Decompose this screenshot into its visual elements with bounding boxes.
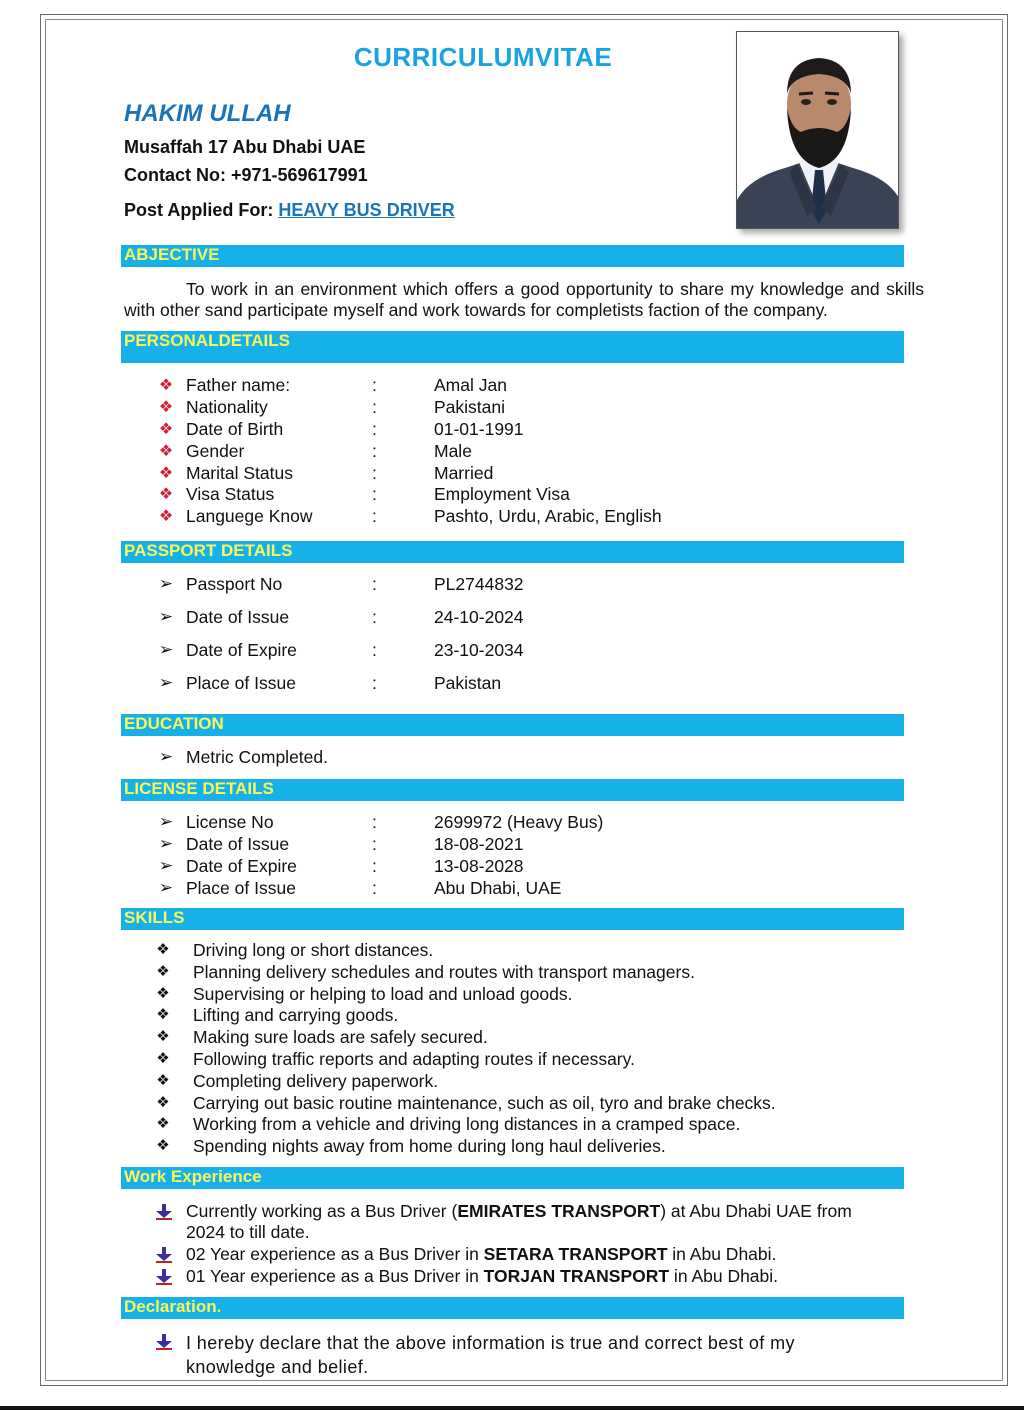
diamond-bullet-icon: ❖: [158, 486, 174, 503]
diamond-bullet-icon: ❖: [158, 399, 174, 416]
detail-colon: :: [372, 607, 377, 627]
detail-label: Place of Issue: [186, 673, 296, 693]
post-applied: [124, 200, 455, 221]
skill-text: Spending nights away from home during long haul deliveries.: [193, 1136, 666, 1157]
skill-item: [0, 962, 1024, 984]
section-header-license-details: LICENSE DETAILS: [121, 779, 904, 801]
work-company: SETARA TRANSPORT: [483, 1244, 668, 1264]
skill-text: Making sure loads are safely secured.: [193, 1027, 488, 1048]
detail-label: Place of Issue: [186, 878, 296, 898]
detail-colon: :: [372, 484, 377, 504]
section-header-work-experience: Work Experience: [121, 1167, 904, 1189]
diamond-bullet-icon: ❖: [158, 465, 174, 482]
detail-row: [0, 463, 1024, 485]
contact-number: +971-569617991: [231, 165, 368, 185]
detail-label: Father name:: [186, 375, 291, 395]
detail-row: [0, 375, 1024, 397]
skill-item: [0, 1136, 1024, 1158]
diamond-bullet-icon: ❖: [158, 421, 174, 438]
detail-label: Gender: [186, 441, 245, 461]
detail-value: Amal Jan: [434, 375, 507, 395]
down-arrow-bullet-icon: [154, 1333, 174, 1351]
detail-colon: :: [372, 419, 377, 439]
detail-value: Pashto, Urdu, Arabic, English: [434, 506, 662, 526]
diamond-bullet-icon: ❖: [158, 443, 174, 460]
post-label: Post Applied For:: [124, 200, 279, 220]
candidate-contact: [124, 165, 368, 186]
diamond-bullet-icon: ❖: [156, 1115, 170, 1133]
skill-item: [0, 1005, 1024, 1027]
skill-text: Supervising or helping to load and unload goods.: [193, 983, 573, 1004]
detail-row: [0, 397, 1024, 419]
detail-row: [0, 419, 1024, 441]
skill-text: Completing delivery paperwork.: [193, 1070, 439, 1091]
candidate-address: Musaffah 17 Abu Dhabi UAE: [124, 137, 366, 157]
detail-colon: :: [372, 640, 377, 660]
arrow-bullet-icon: ➢: [158, 856, 174, 875]
work-text-pre: 01 Year experience as a Bus Driver in: [186, 1266, 484, 1286]
skill-text: Carrying out basic routine maintenance, such as oil, tyro and brake checks.: [193, 1092, 776, 1113]
skill-item: [0, 940, 1024, 962]
detail-colon: :: [372, 375, 377, 395]
arrow-bullet-icon: ➢: [158, 834, 174, 853]
education-item: [0, 747, 1024, 769]
work-text-post: in Abu Dhabi.: [669, 1266, 779, 1286]
section-header-passport-details: PASSPORT DETAILS: [121, 541, 904, 563]
diamond-bullet-icon: ❖: [156, 1071, 170, 1089]
diamond-bullet-icon: ❖: [156, 1028, 170, 1046]
detail-colon: :: [372, 574, 377, 594]
detail-colon: :: [372, 673, 377, 693]
detail-row: [0, 441, 1024, 463]
skill-text: Lifting and carrying goods.: [193, 1005, 399, 1026]
detail-label: Visa Status: [186, 484, 275, 504]
detail-value: 18-08-2021: [434, 834, 524, 854]
detail-value: Male: [434, 441, 472, 461]
candidate-name: HAKIM ULLAH: [124, 100, 291, 127]
detail-value: PL2744832: [434, 574, 524, 594]
declaration-text: I hereby declare that the above information is true and correct best of my knowledge and belief.: [186, 1333, 795, 1377]
detail-value: 24-10-2024: [434, 607, 524, 627]
detail-colon: :: [372, 463, 377, 483]
down-arrow-bullet-icon: [154, 1203, 174, 1221]
diamond-bullet-icon: ❖: [156, 984, 170, 1002]
detail-row: [0, 856, 1024, 878]
section-header-objective: ABJECTIVE: [121, 245, 904, 267]
skill-item: [0, 1093, 1024, 1115]
profile-photo: [736, 31, 899, 229]
detail-colon: :: [372, 834, 377, 854]
diamond-bullet-icon: ❖: [156, 1006, 170, 1024]
detail-value: 13-08-2028: [434, 856, 524, 876]
detail-value: 01-01-1991: [434, 419, 524, 439]
detail-row: [0, 878, 1024, 900]
arrow-bullet-icon: ➢: [158, 607, 174, 626]
skill-text: Driving long or short distances.: [193, 940, 434, 960]
arrow-bullet-icon: ➢: [158, 812, 174, 831]
work-text: [186, 1244, 886, 1265]
detail-label: Passport No: [186, 574, 283, 594]
detail-label: Date of Issue: [186, 607, 290, 627]
work-text: [186, 1201, 886, 1243]
detail-label: Date of Expire: [186, 856, 297, 876]
detail-label: Languege Know: [186, 506, 313, 526]
diamond-bullet-icon: ❖: [158, 377, 174, 394]
detail-colon: :: [372, 856, 377, 876]
skill-text: Working from a vehicle and driving long distances in a cramped space.: [193, 1114, 741, 1135]
detail-value: 23-10-2034: [434, 640, 524, 660]
detail-row: [0, 484, 1024, 506]
detail-row: [0, 834, 1024, 856]
detail-row: [0, 640, 1024, 662]
bottom-rule: [0, 1406, 1024, 1410]
education-text: Metric Completed.: [186, 747, 328, 767]
document-title: CURRICULUMVITAE: [353, 42, 613, 72]
detail-row: [0, 506, 1024, 528]
detail-label: Marital Status: [186, 463, 293, 483]
skill-item: [0, 1049, 1024, 1071]
detail-colon: :: [372, 878, 377, 898]
diamond-bullet-icon: ❖: [156, 941, 170, 958]
arrow-bullet-icon: ➢: [158, 640, 174, 659]
detail-value: 2699972 (Heavy Bus): [434, 812, 604, 832]
diamond-bullet-icon: ❖: [156, 1137, 170, 1155]
contact-label: Contact No:: [124, 165, 231, 185]
skill-text: Following traffic reports and adapting routes if necessary.: [193, 1049, 635, 1069]
work-text-post: in Abu Dhabi.: [667, 1244, 777, 1264]
skill-item: [0, 1027, 1024, 1049]
detail-row: [0, 607, 1024, 629]
detail-colon: :: [372, 397, 377, 417]
detail-value: Married: [434, 463, 494, 483]
detail-value: Pakistani: [434, 397, 506, 417]
section-header-education: EDUCATION: [121, 714, 904, 736]
detail-value: Pakistan: [434, 673, 502, 693]
detail-label: Nationality: [186, 397, 268, 417]
post-value: HEAVY BUS DRIVER: [278, 200, 455, 220]
detail-colon: :: [372, 812, 377, 832]
arrow-bullet-icon: ➢: [158, 574, 174, 593]
detail-row: [0, 673, 1024, 695]
skill-item: [0, 984, 1024, 1006]
detail-colon: :: [372, 506, 377, 526]
detail-label: Date of Birth: [186, 419, 284, 439]
skill-item: [0, 1071, 1024, 1093]
diamond-bullet-icon: ❖: [156, 962, 170, 980]
detail-label: Date of Expire: [186, 640, 297, 660]
work-text-pre: Currently working as a Bus Driver (: [186, 1201, 458, 1221]
work-company: EMIRATES TRANSPORT: [457, 1201, 661, 1221]
arrow-bullet-icon: ➢: [158, 673, 174, 692]
work-text-post: ) at Abu Dhabi UAE from 2024 to till date.: [186, 1201, 852, 1242]
section-header-personal-details: PERSONALDETAILS: [121, 331, 904, 363]
diamond-bullet-icon: ❖: [156, 1050, 170, 1067]
detail-row: [0, 574, 1024, 596]
work-text: [186, 1266, 886, 1287]
down-arrow-bullet-icon: [154, 1268, 174, 1286]
skill-item: [0, 1114, 1024, 1136]
diamond-bullet-icon: ❖: [158, 508, 174, 525]
detail-value: Employment Visa: [434, 484, 570, 504]
work-text-pre: 02 Year experience as a Bus Driver in: [186, 1244, 484, 1264]
arrow-bullet-icon: ➢: [158, 747, 174, 766]
detail-colon: :: [372, 441, 377, 461]
section-header-declaration: Declaration.: [121, 1297, 904, 1319]
skill-text: Planning delivery schedules and routes with transport managers.: [193, 961, 695, 982]
diamond-bullet-icon: ❖: [156, 1093, 170, 1111]
work-company: TORJAN TRANSPORT: [483, 1266, 670, 1286]
section-header-skills: SKILLS: [121, 908, 904, 930]
arrow-bullet-icon: ➢: [158, 878, 174, 897]
detail-value: Abu Dhabi, UAE: [434, 878, 562, 898]
detail-label: License No: [186, 812, 274, 832]
objective-text: To work in an environment which offers a good opportunity to share my knowledge and skills with other sand participate myself and work towards for completists faction of the company.: [124, 279, 924, 320]
down-arrow-bullet-icon: [154, 1246, 174, 1264]
detail-label: Date of Issue: [186, 834, 290, 854]
detail-row: [0, 812, 1024, 834]
